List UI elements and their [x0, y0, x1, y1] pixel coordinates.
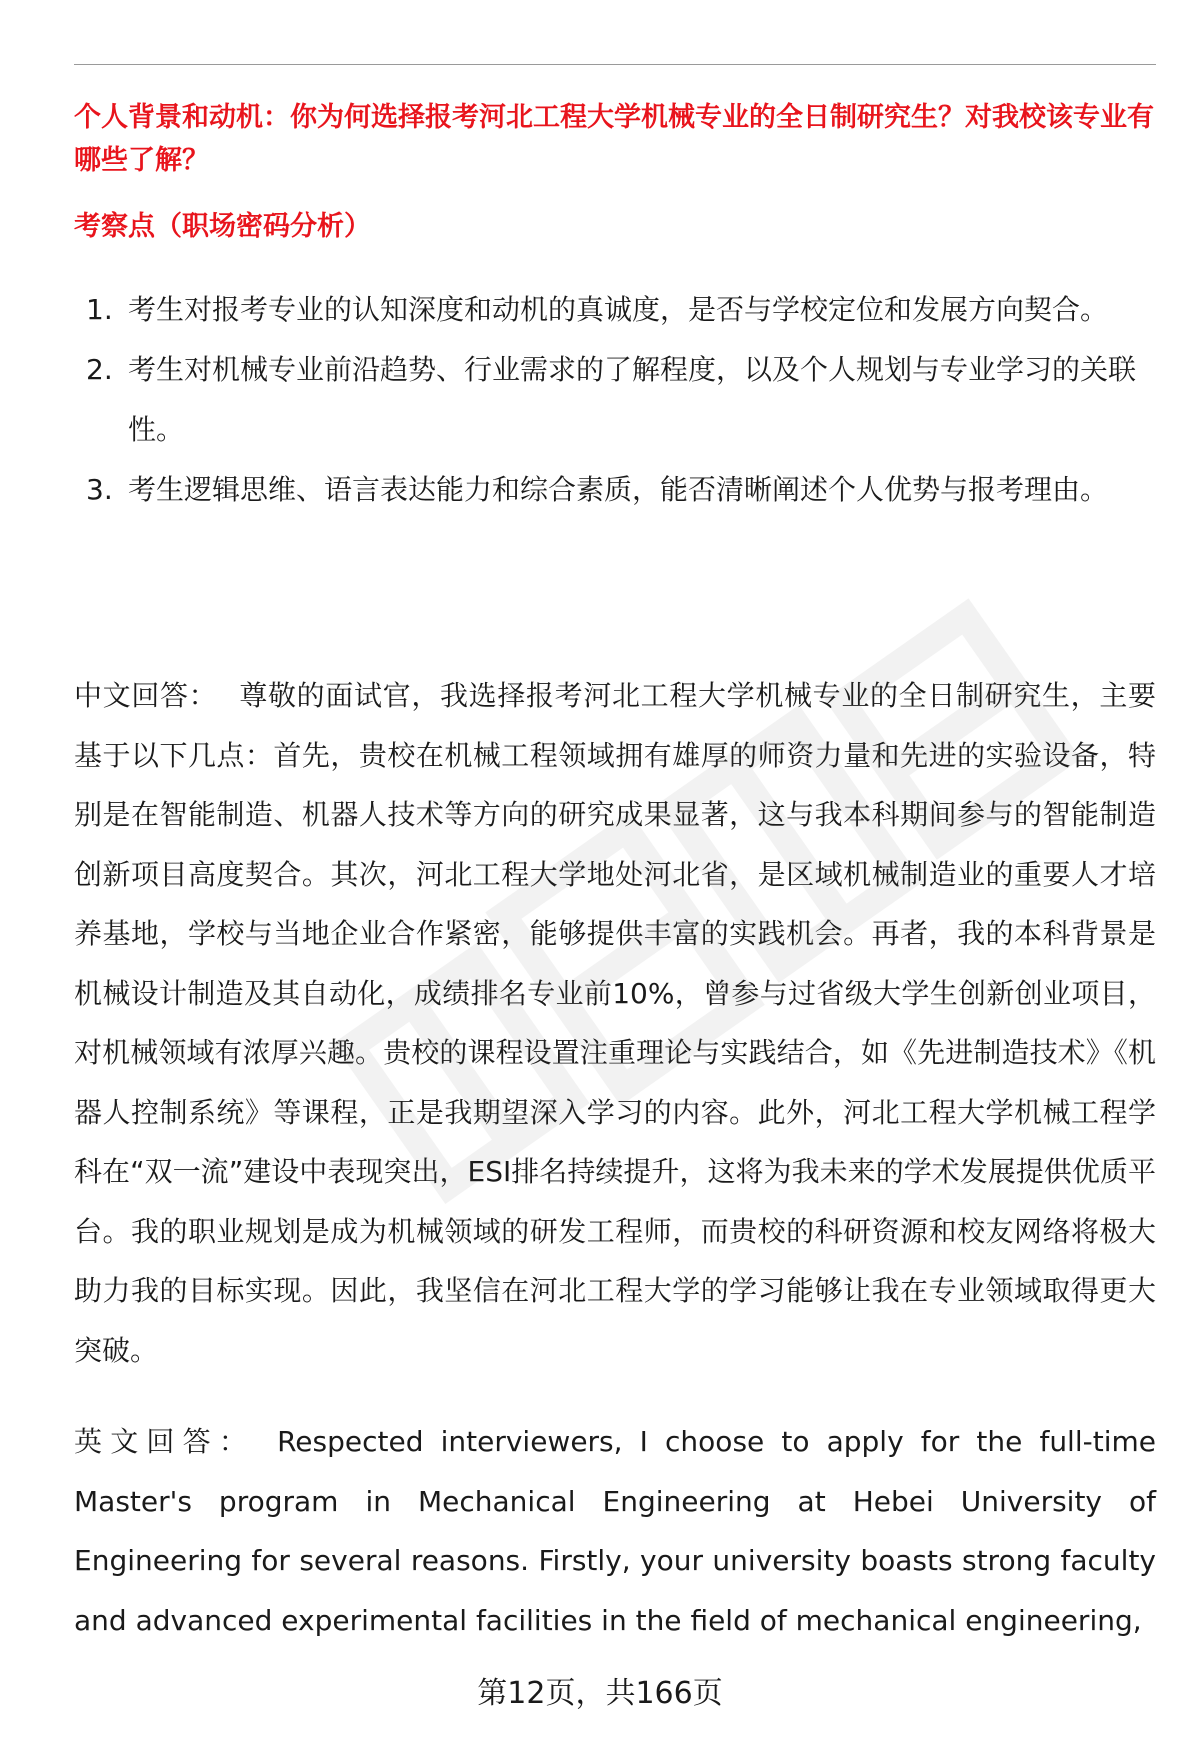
chinese-answer-label: 中文回答：	[74, 679, 218, 712]
chinese-answer-paragraph	[74, 666, 1156, 1380]
page-number-footer: 第12页，共166页	[477, 1676, 723, 1711]
list-item	[74, 340, 1156, 460]
chinese-answer-text: 尊敬的面试官，我选择报考河北工程大学机械专业的全日制研究生，主要基于以下几点：首先，贵校在机械工程领域拥有雄厚的师资力量和先进的实验设备，特别是在智能制造、机器人技术等方向的研究成果显著，这与我本科期间参与的智能制造创新项目高度契合。其次，河北工程大学地处河北省，是区域机械制造业的重要人才培养基地，学校与当地企业合作紧密，能够提供丰富的实践机会。再者，我的本科背景是机械设计制造及其自动化，成绩排名专业前10%，曾参与过省级大学生创新创业项目，对机械领域有浓厚兴趣。贵校的课程设置注重理论与实践结合，如《先进制造技术》《机器人控制系统》等课程，正是我期望深入学习的内容。此外，河北工程大学机械工程学科在“双一流”建设中表现突出，ESI排名持续提升，这将为我未来的学术发展提供优质平台。我的职业规划是成为机械领域的研发工程师，而贵校的科研资源和校友网络将极大助力我的目标实现。因此，我坚信在河北工程大学的学习能够让我在专业领域取得更大突破。	[74, 679, 1156, 1367]
section-heading: 考察点（职场密码分析）	[74, 211, 371, 242]
assessment-points-list	[74, 280, 1156, 520]
list-item-number: 1.	[86, 293, 113, 326]
list-item-text: 考生对机械专业前沿趋势、行业需求的了解程度，以及个人规划与专业学习的关联性。	[128, 353, 1137, 446]
english-answer-paragraph	[74, 1412, 1156, 1650]
list-item-text: 考生对报考专业的认知深度和动机的真诚度，是否与学校定位和发展方向契合。	[128, 293, 1109, 326]
question-heading: 个人背景和动机：你为何选择报考河北工程大学机械专业的全日制研究生？对我校该专业有哪些了解？	[74, 102, 1154, 176]
top-divider	[74, 64, 1156, 65]
english-answer-text: Respected interviewers, I choose to apply for the full-time Master's program in Mechanical Engineering at Hebei University of Engineering for several reasons. Firstly, your university boasts strong faculty and advanced experimental facilities in the field of mechanical engineering,	[74, 1425, 1156, 1637]
list-item	[74, 460, 1156, 520]
list-item-text: 考生逻辑思维、语言表达能力和综合素质，能否清晰阐述个人优势与报考理由。	[128, 473, 1109, 506]
list-item-number: 2.	[86, 353, 113, 386]
document-page	[74, 0, 1156, 1755]
list-item	[74, 280, 1156, 340]
english-answer-label: 英文回答：	[74, 1425, 256, 1458]
list-item-number: 3.	[86, 473, 113, 506]
